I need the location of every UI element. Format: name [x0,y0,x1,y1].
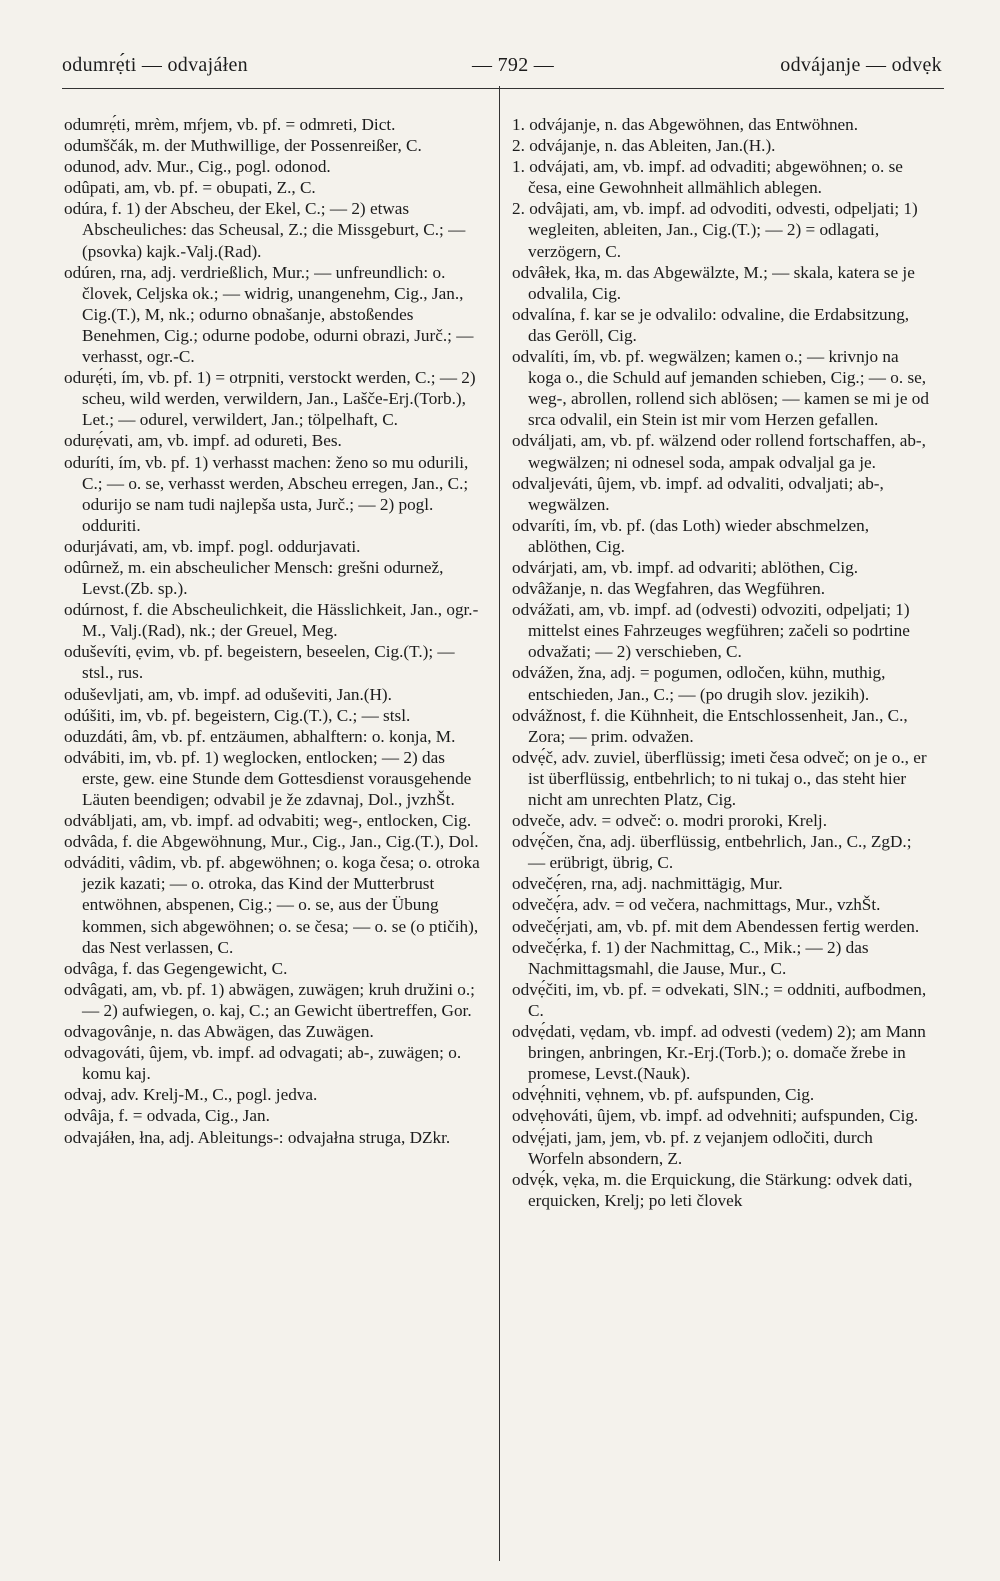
dictionary-entry: odváljati, am, vb. pf. wälzend oder rollend fortschaffen, ab-, wegwälzen; ni odnesel soda, ampak odvaljal ga je. [512,431,926,472]
dictionary-entry: odvaljeváti, ûjem, vb. impf. ad odvaliti, odvaljati; ab-, wegwälzen. [512,473,884,514]
dictionary-entry: oduríti, ím, vb. pf. 1) verhasst machen: ženo so mu odurili, C.; — o. se, verhasst werden, Abscheu erregen, Jan., C.; odurijo se nam tudi najlepša usta, Jurč.; — 2) pogl. odduriti. [64,452,469,535]
dictionary-entry: odvâłek, łka, m. das Abgewälzte, M.; — skala, katera se je odvalila, Cig. [512,262,915,303]
dictionary-entry: odûrnež, m. ein abscheulicher Mensch: grešni odurnež, Levst.(Zb. sp.). [64,557,444,599]
dictionary-entry: odvajáłen, łna, adj. Ableitungs-: odvajałna struga, DZkr. [64,1127,451,1147]
running-header [62,54,942,84]
dictionary-entry: odúšiti, im, vb. pf. begeistern, Cig.(T.), C.; — stsl. [64,705,411,725]
dictionary-entry: odvaríti, ím, vb. pf. (das Loth) wieder abschmelzen, ablöthen, Cig. [512,515,870,556]
dictionary-entry: odvážnost, f. die Kühnheit, die Entschlossenheit, Jan., C., Zora; — prim. odvažen. [512,705,908,746]
dictionary-entry: odvẹ́čen, čna, adj. überflüssig, entbehrlich, Jan., C., ZgD.; — erübrigt, übrig, C. [512,832,912,873]
dictionary-entry: odvâja, f. = odvada, Cig., Jan. [64,1106,270,1126]
dictionary-entry: odvâda, f. die Abgewöhnung, Mur., Cig., Jan., Cig.(T.), Dol. [64,832,479,852]
dictionary-entry: odunod, adv. Mur., Cig., pogl. odonod. [64,157,331,177]
dictionary-entry: odvâžanje, n. das Wegfahren, das Wegführen. [512,579,826,599]
dictionary-entry: odvárjati, am, vb. impf. ad odvariti; ablöthen, Cig. [512,557,859,577]
dictionary-entry: odvẹ́k, vẹka, m. die Erquickung, die Stärkung: odvek dati, erquicken, Krelj; po leti človek [512,1169,913,1210]
dictionary-entry: odvážen, žna, adj. = pogumen, odločen, kühn, muthig, entschieden, Jan., C.; — (po drugih slov. jezikih). [512,663,886,704]
dictionary-entry: oduševíti, ẹvim, vb. pf. begeistern, beseelen, Cig.(T.); — stsl., rus. [64,642,455,683]
dictionary-entry: odvẹhováti, ûjem, vb. impf. ad odvehniti; aufspunden, Cig. [512,1106,919,1126]
dictionary-entry: odvâga, f. das Gegengewicht, C. [64,958,288,978]
dictionary-entry: odvalíti, ím, vb. pf. wegwälzen; kamen o.; — krivnjo na koga o., die Schuld auf jemanden schieben, Cig.; — o. se, weg-, abrollen, rollend sich ablösen; — kamen se mi je od srca odvalil, ein Stein ist mir vom Herzen gefallen. [512,347,929,430]
dictionary-entry: 1. odvájati, am, vb. impf. ad odvaditi; abgewöhnen; o. se česa, eine Gewohnheit allmählich ablegen. [512,157,903,198]
header-left-guideword: odumrẹ́ti — odvajáłen [62,54,248,76]
dictionary-entry: odvečẹ́ren, rna, adj. nachmittägig, Mur. [512,874,783,894]
dictionary-entry: odvẹ́hniti, vẹhnem, vb. pf. aufspunden, Cig. [512,1085,815,1105]
dictionary-entry: odúren, rna, adj. verdrießlich, Mur.; — unfreundlich: o. človek, Celjska ok.; — widrig, unangenehm, Cig., Jan., Cig.(T.), M, nk.; odurno obnašanje, abstoßendes Benehmen, Cig.; odurne podobe, odurni obrazi, Jurč.; — verhasst, ogr.-C. [64,262,474,367]
dictionary-entry: odúra, f. 1) der Abscheu, der Ekel, C.; — 2) etwas Abscheuliches: das Scheusal, Z.; die Missgeburt, C.; — (psovka) kajk.-Valj.(Rad). [64,199,466,261]
column-divider [499,86,500,1561]
dictionary-entry: odvečẹ́ra, adv. = od večera, nachmittags, Mur., vzhŠt. [512,895,881,915]
dictionary-entry: odvagováti, ûjem, vb. impf. ad odvagati; ab-, zuwägen; o. komu kaj. [64,1043,462,1084]
dictionary-entry: odvečẹ́rjati, am, vb. pf. mit dem Abendessen fertig werden. [512,916,920,936]
dictionary-entry: odvẹ́jati, jam, jem, vb. pf. z vejanjem odločiti, durch Worfeln absondern, Z. [512,1127,873,1168]
dictionary-entry: odurjávati, am, vb. impf. pogl. oddurjavati. [64,536,361,556]
dictionary-entry: odurẹ́vati, am, vb. impf. ad odureti, Bes. [64,431,342,451]
dictionary-entry: odvážati, am, vb. impf. ad (odvesti) odvoziti, odpeljati; 1) mittelst eines Fahrzeuges wegführen; začeli so podrtine odvažati; — 2) verschieben, C. [512,600,910,662]
dictionary-entry: odumrẹ́ti, mrèm, mŕjem, vb. pf. = odmreti, Dict. [64,115,396,134]
dictionary-entry: oduševljati, am, vb. impf. ad oduševiti, Jan.(H). [64,684,392,704]
dictionary-entry: odveče, adv. = odveč: o. modri proroki, Krelj. [512,811,827,831]
dictionary-entry: odurẹ́ti, ím, vb. pf. 1) = otrpniti, verstockt werden, C.; — 2) scheu, wild werden, verwildern, Jan., Lašče-Erj.(Torb.), Let.; — odurel, verwildert, Jan.; tölpelhaft, C. [64,368,476,430]
left-column [64,114,482,1148]
dictionary-entry: odúrnost, f. die Abscheulichkeit, die Hässlichkeit, Jan., ogr.-M., Valj.(Rad), nk.; der Greuel, Meg. [64,600,479,641]
dictionary-entry: odvagovânje, n. das Abwägen, das Zuwägen. [64,1022,374,1042]
dictionary-entry: 2. odvájanje, n. das Ableiten, Jan.(H.). [512,136,776,156]
dictionary-entry: 2. odvâjati, am, vb. impf. ad odvoditi, odvesti, odpeljati; 1) wegleiten, ableiten, Jan., Cig.(T.); — 2) = odlagati, verzögern, C. [512,199,918,261]
dictionary-entry: odvẹ́čiti, im, vb. pf. = odvekati, SlN.; = oddniti, aufbodmen, C. [512,979,927,1020]
dictionary-entry: odvečẹ́rka, f. 1) der Nachmittag, C., Mik.; — 2) das Nachmittagsmahl, die Jause, Mur., C. [512,937,869,978]
dictionary-entry: odvẹ́č, adv. zuviel, überflüssig; imeti česa odveč; on je o., er ist überflüssig, entbehrlich; to ni tukaj o., das steht hier nicht am unrechten Platz, Cig. [512,747,927,809]
header-right-guideword: odvájanje — odvẹk [780,54,942,76]
dictionary-entry: 1. odvájanje, n. das Abgewöhnen, das Entwöhnen. [512,115,859,134]
dictionary-entry: odûpati, am, vb. pf. = obupati, Z., C. [64,178,316,198]
dictionary-entry: odvábiti, im, vb. pf. 1) weglocken, entlocken; — 2) das erste, gew. eine Stunde dem Gottesdienst vorausgehende Läuten beendigen; odvabil je že zdavnaj, Dol., jvzhŠt. [64,747,472,809]
dictionary-entry: odvábljati, am, vb. impf. ad odvabiti; weg-, entlocken, Cig. [64,811,472,831]
page-number: — 792 — [472,54,555,76]
header-rule [62,88,944,89]
dictionary-entry: odvẹ́dati, vẹdam, vb. impf. ad odvesti (vedem) 2); am Mann bringen, anbringen, Kr.-Erj.(Torb.); o. domače žrebe in promese, Levst.(Nauk). [512,1022,926,1084]
right-column [512,114,932,1211]
dictionary-entry: odumščák, m. der Muthwillige, der Possenreißer, C. [64,136,422,156]
dictionary-entry: oduzdáti, âm, vb. pf. entzäumen, abhalftern: o. konja, M. [64,726,456,746]
dictionary-entry: odvaj, adv. Krelj-M., C., pogl. jedva. [64,1085,318,1105]
dictionary-entry: odvâgati, am, vb. pf. 1) abwägen, zuwägen; kruh družini o.; — 2) aufwiegen, o. kaj, C.; an Gewicht übertreffen, Gor. [64,979,475,1020]
dictionary-entry: odvalína, f. kar se je odvalilo: odvaline, die Erdabsitzung, das Geröll, Cig. [512,304,910,345]
dictionary-entry: odváditi, vâdim, vb. pf. abgewöhnen; o. koga česa; o. otroka jezik kazati; — o. otroka, das Kind der Mutterbrust entwöhnen, abspenen, Cig.; — o. se, aus der Übung kommen, sich abgewöhnen; o. se česa; — o. se (o ptičih), das Nest verlassen, C. [64,853,480,957]
